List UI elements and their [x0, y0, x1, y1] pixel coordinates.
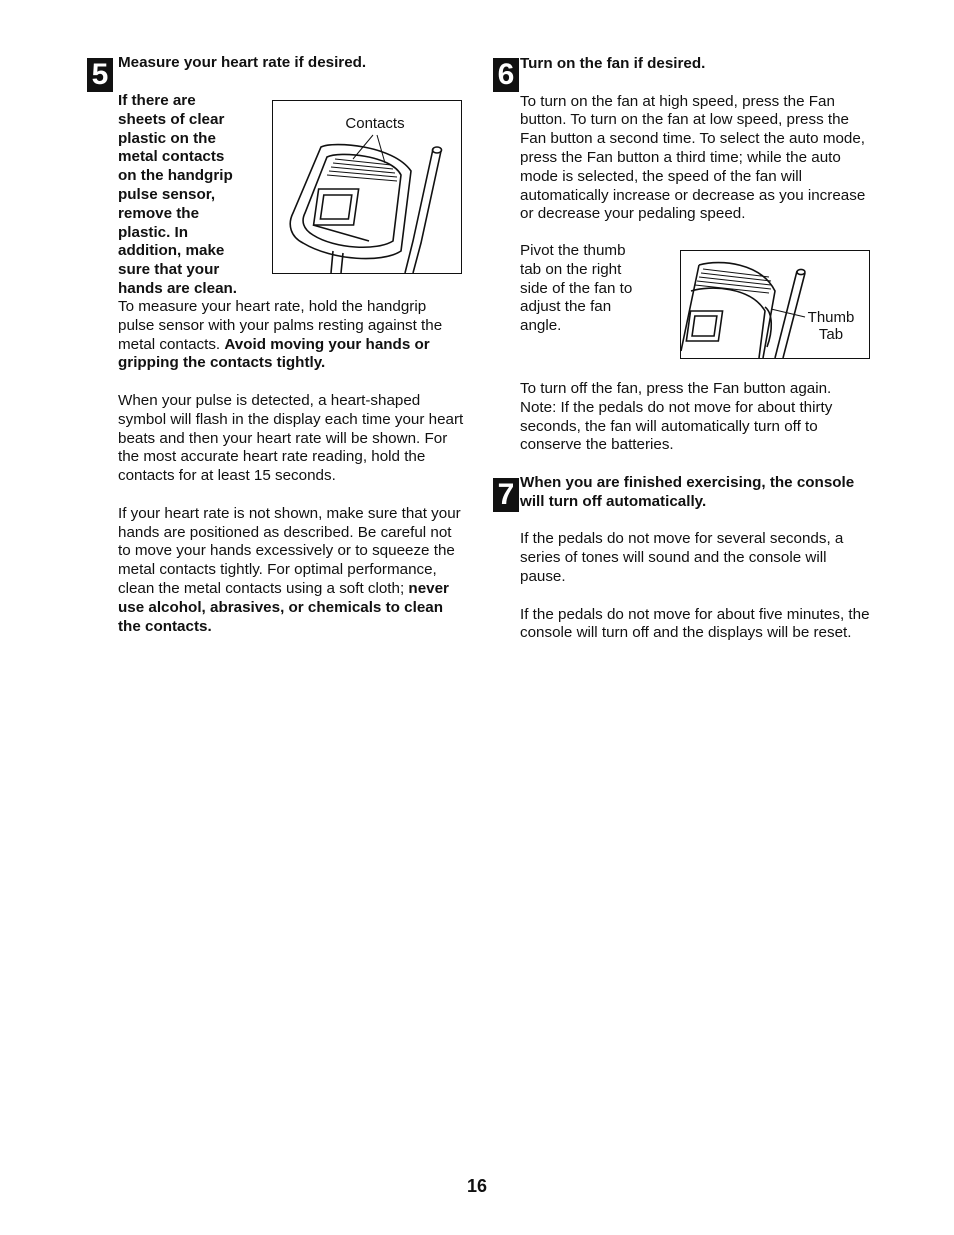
thumb-tab-figure [680, 250, 870, 359]
step-6-number-badge: 6 [493, 58, 519, 92]
step-6-paragraph-3: To turn off the fan, press the Fan button again. Note: If the pedals do not move for about thirty seconds, the fan will automatically turn off to conserve the batteries. [520, 380, 833, 454]
step-5-p3-text: If your heart rate is not shown, make sure that your hands are positioned as described. Be careful not to move your hands excessively or to squeeze the metal contacts tightly. For optimal performance, clean the metal contacts using a soft cloth; [118, 504, 461, 597]
step-5-paragraph-2: When your pulse is detected, a heart-shaped symbol will flash in the display each time your heart beats and then your heart rate will be shown. For the most accurate heart rate reading, hold the contacts for at least 15 seconds. [118, 391, 464, 485]
step-5-paragraph-1 [118, 298, 466, 373]
page-number: 16 [466, 1176, 488, 1196]
step-5-number-badge: 5 [87, 58, 113, 92]
step-5-body [118, 298, 466, 655]
contacts-figure [272, 100, 462, 274]
step-6-body [520, 55, 870, 243]
thumb-tab-label-line-1: Thumb [807, 309, 855, 326]
step-5-paragraph-3 [118, 505, 466, 637]
step-5-body-intro [118, 92, 246, 299]
step-7-paragraph-1: If the pedals do not move for several seconds, a series of tones will sound and the console will pause. [520, 530, 844, 585]
step-6-paragraph-1: To turn on the fan at high speed, press the Fan button. To turn on the fan at low speed, press the Fan button a second time. To select the auto mode, press the Fan button a third time; while the auto mode is selected, the speed of the fan will automatically increase or decrease as you increase or decrease your pedaling speed. [520, 92, 866, 223]
step-7-title: When you are finished exercising, the console will turn off automatically. [520, 474, 855, 510]
step-5-title-text: Measure your heart rate if desired. [118, 54, 367, 71]
step-7-number-badge: 7 [493, 478, 519, 512]
step-7-body [520, 474, 870, 662]
step-6-pivot-text [520, 242, 648, 336]
thumb-tab-label-line-2: Tab [818, 326, 844, 343]
step-7-paragraph-2: If the pedals do not move for about five minutes, the console will turn off and the displays will be reset. [520, 605, 870, 642]
step-6-paragraph-2: Pivot the thumb tab on the right side of the fan to adjust the fan angle. [520, 242, 633, 335]
step-5-p3-bold: never use alcohol, abrasives, or chemicals to clean the contacts. [118, 579, 449, 635]
contacts-label: Contacts [345, 115, 405, 132]
step-5-title [118, 54, 468, 73]
step-6-body-end [520, 380, 870, 474]
step-5-p1-text: To measure your heart rate, hold the handgrip pulse sensor with your palms resting against the metal contacts. [118, 298, 443, 353]
thumb-tab-label [803, 309, 859, 343]
step-5-intro-bold: If there are sheets of clear plastic on the metal contacts on the handgrip pulse sensor, remove the plastic. In addition, make sure that your hands are clean. [118, 92, 238, 297]
step-5-p1-bold: Avoid moving your hands or gripping the contacts tightly. [118, 335, 430, 372]
step-6-title: Turn on the fan if desired. [520, 55, 706, 72]
